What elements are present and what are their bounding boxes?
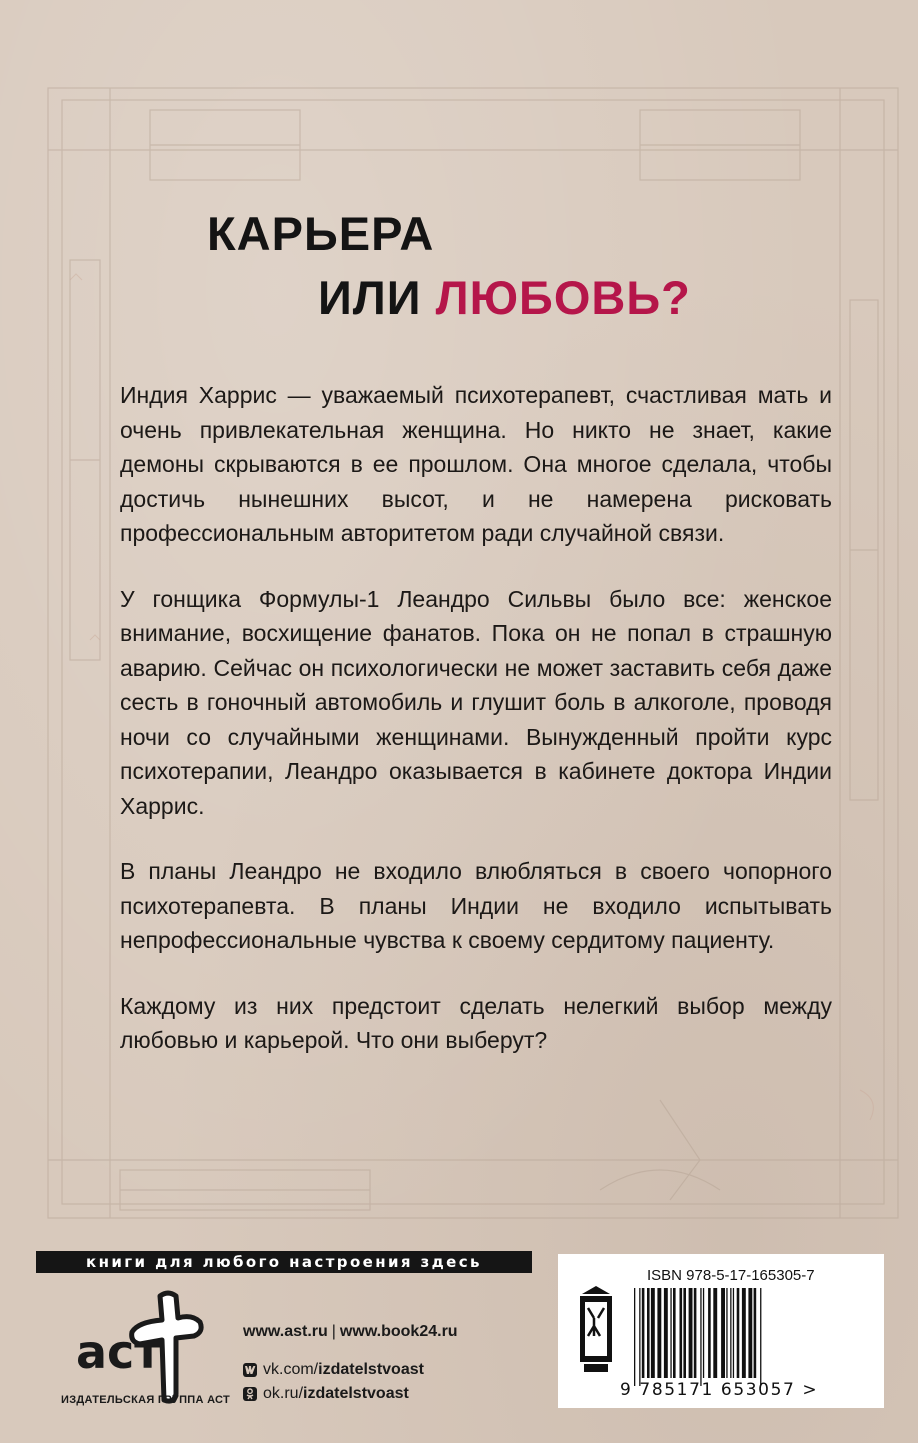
barcode-bar <box>683 1288 686 1378</box>
tagline-banner: книги для любого настроения здесь <box>36 1251 532 1273</box>
ok-icon <box>243 1387 257 1401</box>
website-ast[interactable]: www.ast.ru <box>243 1323 328 1340</box>
ok-handle: izdatelstvoast <box>303 1385 409 1402</box>
barcode-bar <box>748 1288 752 1378</box>
description-paragraph-4: Каждому из них предстоит сделать нелегкий выбор между любовью и карьерой. Что они выберут? <box>120 992 832 1053</box>
barcode-bar <box>703 1288 704 1378</box>
barcode-bar <box>726 1288 727 1378</box>
barcode-digits: 9 785171 653057 > <box>620 1380 819 1400</box>
barcode-bar <box>754 1288 757 1378</box>
barcode-bar <box>700 1288 701 1386</box>
description <box>120 378 832 1089</box>
isbn-barcode <box>632 1288 832 1386</box>
barcode-bar <box>673 1288 676 1378</box>
barcode-bar <box>737 1288 740 1378</box>
barcode-bar <box>713 1288 717 1378</box>
ast-logo-text: аст <box>76 1325 161 1379</box>
barcode-bar <box>680 1288 683 1378</box>
headline-accent: ЛЮБОВЬ? <box>435 271 691 324</box>
ast-logo <box>56 1288 226 1408</box>
publisher-caption: ИЗДАТЕЛЬСКАЯ ГРУППА АСТ <box>61 1394 231 1406</box>
barcode-bar <box>689 1288 693 1378</box>
barcode-bar <box>634 1288 635 1386</box>
barcode-bar <box>657 1288 661 1378</box>
ok-prefix: ok.ru/ <box>263 1385 304 1402</box>
barcode-bar <box>742 1288 746 1378</box>
barcode-bar <box>647 1288 650 1378</box>
vk-link[interactable] <box>243 1359 424 1381</box>
barcode-bar <box>721 1288 725 1378</box>
barcode-bar <box>733 1288 734 1378</box>
headline-line-1: КАРЬЕРА <box>207 207 435 260</box>
website-separator: | <box>331 1323 336 1340</box>
barcode-bar <box>651 1288 655 1378</box>
barcode-bar <box>708 1288 711 1378</box>
barcode-bar <box>639 1288 640 1386</box>
barcode-bar <box>664 1288 668 1378</box>
website-book24[interactable]: www.book24.ru <box>339 1323 458 1340</box>
ok-link[interactable] <box>243 1383 409 1405</box>
description-paragraph-1: Индия Харрис — уважаемый психотерапевт, счастливая мать и очень привлекательная женщина. Но никто не знает, какие демоны скрываются в ее прошлом. Она многое сделала, чтобы достичь нынешних высот, и не намерена рисковать профессиональным авторитетом ради случайной связи. <box>120 382 832 546</box>
description-paragraph-2: У гонщика Формулы-1 Леандро Сильвы было все: женское внимание, восхищение фанатов. Пока он не попал в страшную аварию. Сейчас он психологически не может заставить себя даже сесть в гоночный автомобиль и глушит боль в алкоголе, проводя ночи со случайными женщинами. Вынужденный пройти курс психотерапии, Леандро оказывается в кабинете доктора Индии Харрис. <box>120 585 832 819</box>
barcode-bar <box>730 1288 731 1378</box>
websites <box>243 1323 458 1341</box>
headline-line-2-prefix: ИЛИ <box>318 271 436 324</box>
vk-icon <box>243 1363 257 1377</box>
vk-prefix: vk.com/ <box>263 1361 319 1378</box>
barcode-bar <box>760 1288 761 1386</box>
barcode-bar <box>670 1288 671 1378</box>
description-paragraph-3: В планы Леандро не входило влюбляться в своего чопорного психотерапевта. В планы Индии не входило испытывать непрофессиональные чувства к своему сердитому пациенту. <box>120 858 832 953</box>
lantern-imprint-icon <box>574 1284 618 1376</box>
vk-handle: izdatelstvoast <box>318 1361 424 1378</box>
barcode-bar <box>642 1288 645 1378</box>
headline-line-2 <box>318 266 691 330</box>
isbn-number: ISBN 978-5-17-165305-7 <box>647 1267 815 1284</box>
barcode-bar <box>694 1288 697 1378</box>
